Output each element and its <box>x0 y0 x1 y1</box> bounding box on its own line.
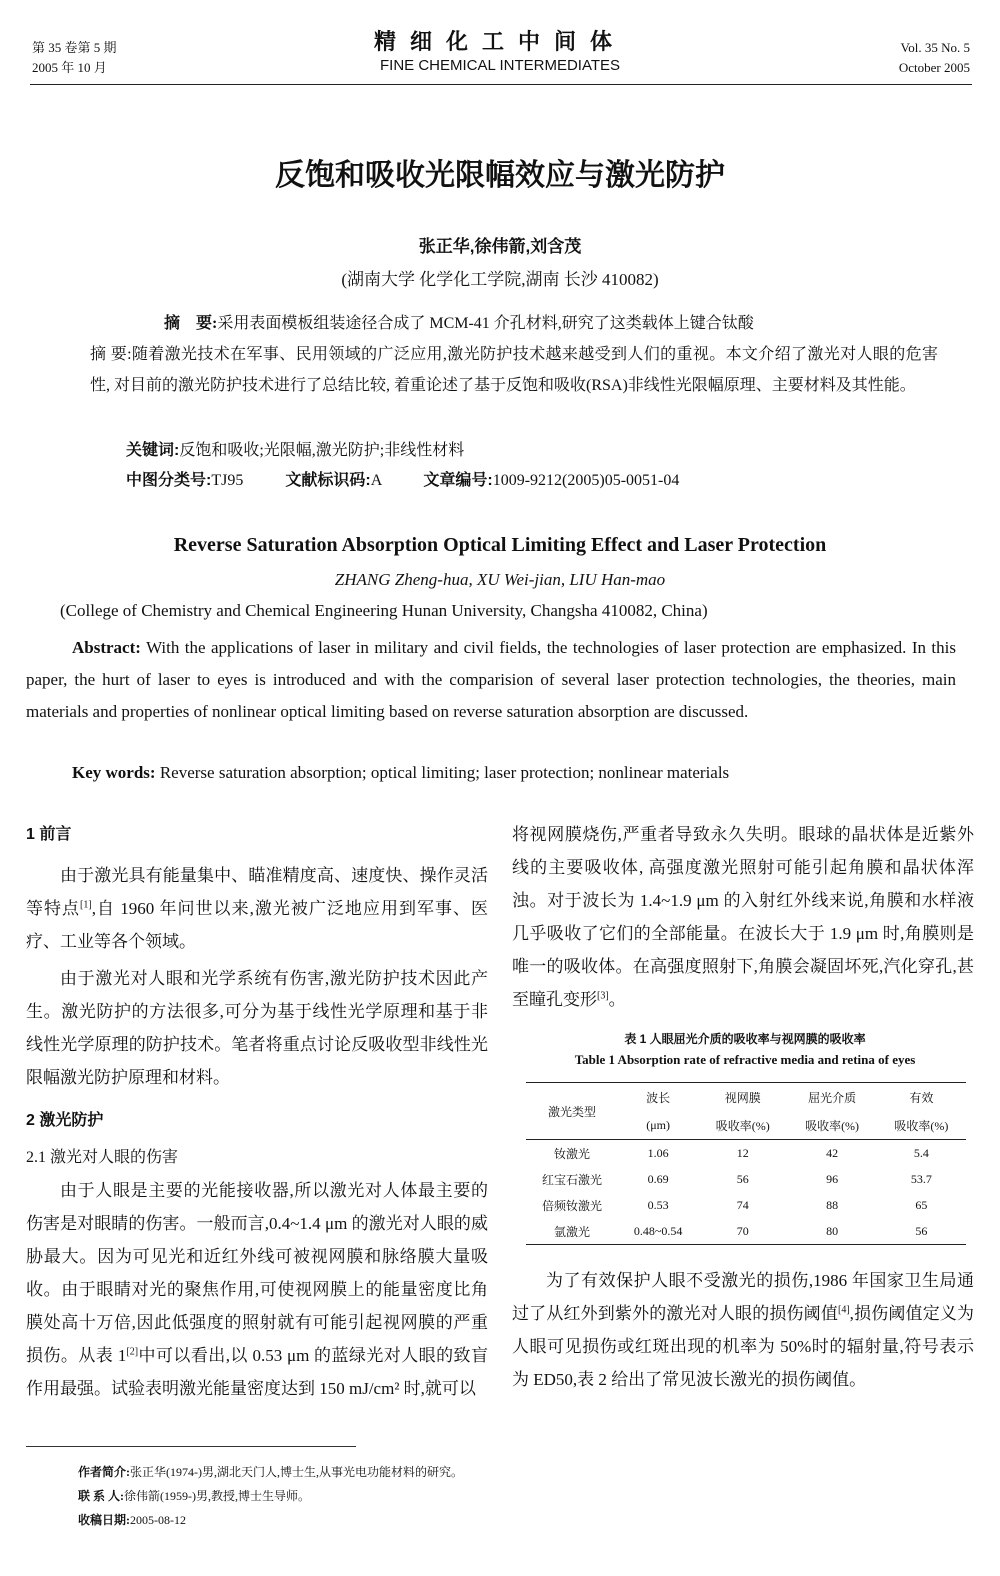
citation-2: [2] <box>126 1346 139 1358</box>
table-cell: 65 <box>915 1197 928 1212</box>
abstract-en <box>26 632 956 728</box>
header-volume <box>899 38 970 78</box>
abstract-cn-label: 摘 要: <box>164 315 218 332</box>
paper-title-cn: 反饱和吸收光限幅效应与激光防护 <box>275 159 725 192</box>
doc-code-value: A <box>370 472 382 489</box>
body-left-column <box>26 818 488 1405</box>
table-cell: 88 <box>826 1197 839 1212</box>
table-subheader-retina: 吸收率(%) <box>715 1118 770 1133</box>
paragraph-4-text-a: 将视网膜烧伤,严重者导致永久失明。眼球的晶状体是近紫外线的主要吸收体, 高强度激光照射可能引起角膜和晶状体浑浊。对于波长为 1.4~1.9 μm 的入射红外线来说,角膜和水样液几乎吸收了它们的全部能量。在波长大于 1.9 μm 时,角膜则是唯一的吸收体。在高强度照射下,角膜会凝固坏死,汽化穿孔,甚至瞳孔变形 <box>512 825 974 1009</box>
footnote-author-bio <box>78 1460 463 1484</box>
paragraph-5-text-a: 为了有效保护人眼不受激光的损伤,1986 年国家卫生局通过了从红外到紫外的激光对人眼的损伤阈值 <box>512 1271 974 1323</box>
abstract-en-label: Abstract: <box>72 638 141 657</box>
table-cell: 0.53 <box>647 1197 669 1212</box>
affiliation-en: (College of Chemistry and Chemical Engineering Hunan University, Changsha 410082, China) <box>60 601 708 620</box>
table-cell: 42 <box>826 1145 839 1160</box>
paragraph-5 <box>512 1264 974 1396</box>
table-subheader-unit: (μm) <box>646 1117 670 1132</box>
table-subheader-effective: 吸收率(%) <box>894 1118 949 1133</box>
abstract-cn-line1 <box>90 308 938 339</box>
table-header-retina: 视网膜 <box>724 1090 761 1105</box>
table-1-caption-cn: 表 1 人眼屈光介质的吸收率与视网膜的吸收率 <box>624 1032 866 1046</box>
table-header-row <box>526 1083 966 1112</box>
table-cell: 钕激光 <box>553 1146 590 1161</box>
table-cell: 56 <box>736 1171 749 1186</box>
doc-code-label: 文献标识码: <box>285 472 371 489</box>
table-cell: 倍频钕激光 <box>541 1198 602 1213</box>
table-cell: 12 <box>736 1145 749 1160</box>
table-cell: 74 <box>736 1197 749 1212</box>
journal-title-cn: 精细化工中间体 <box>373 29 626 54</box>
section-1-heading: 1 前言 <box>26 826 72 843</box>
journal-title <box>0 28 1000 76</box>
table-cell: 96 <box>826 1171 839 1186</box>
table-cell: 0.69 <box>647 1171 669 1186</box>
table-row <box>526 1140 966 1167</box>
abstract-en-text: With the applications of laser in military and civil fields, the technologies of laser protection are emphasized. In this paper, the hurt of laser to eyes is introduced and with the comparision of several laser protection technologies, the theories, main materials and properties of nonlinear optical limiting based on reverse saturation absorption are discussed. <box>26 638 956 721</box>
table-header-type: 激光类型 <box>526 1083 618 1140</box>
paragraph-4-text-b: 。 <box>608 990 626 1009</box>
table-cell: 红宝石激光 <box>541 1172 602 1187</box>
table-row <box>526 1192 966 1218</box>
body-right-column <box>512 818 974 1016</box>
article-no-label: 文章编号: <box>423 472 493 489</box>
citation-3: [3] <box>597 990 609 1002</box>
keywords-cn <box>126 436 464 466</box>
paragraph-1-text-a: 由于激光具有能量集中、瞄准精度高、速度快、操作灵活等特点 <box>26 866 488 918</box>
footnote-contact <box>78 1484 463 1508</box>
citation-1: [1] <box>80 899 92 911</box>
table-header-media: 屈光介质 <box>808 1090 857 1105</box>
classification-line <box>126 466 679 496</box>
paragraph-1 <box>26 859 488 958</box>
keywords-en <box>72 763 729 783</box>
paper-title-en: Reverse Saturation Absorption Optical Limiting Effect and Laser Protection <box>173 534 827 556</box>
footnote-received-date: 2005-08-12 <box>130 1513 186 1527</box>
paragraph-3-text-a: 由于人眼是主要的光能接收器,所以激光对人体最主要的伤害是对眼睛的伤害。一般而言,0.4~1.4 μm 的激光对人眼的威胁最大。因为可见光和近红外线可被视网膜和脉络膜大量吸收。由于眼睛对光的聚焦作用,可使视网膜上的能量密度比角膜处高十万倍,因此低强度的照射就有可能引起视网膜的严重损伤。从表 1 <box>26 1181 488 1365</box>
header-date-en: October 2005 <box>898 60 970 75</box>
table-cell: 80 <box>826 1223 839 1238</box>
paragraph-3 <box>26 1174 488 1405</box>
abstract-cn-line1-text: 采用表面模板组装途径合成了 MCM-41 介孔材料,研究了这类载体上键合钛酸 <box>217 315 754 332</box>
table-cell: 56 <box>915 1223 928 1238</box>
section-2-heading: 2 激光防护 <box>26 1112 104 1129</box>
keywords-en-label: Key words: <box>72 763 156 782</box>
table-1-caption-en: Table 1 Absorption rate of refractive media and retina of eyes <box>574 1052 916 1067</box>
table-cell: 53.7 <box>910 1171 932 1186</box>
header-date-cn: 2005 年 10 月 <box>32 60 107 75</box>
table-cell: 1.06 <box>647 1145 669 1160</box>
table-cell: 0.48~0.54 <box>633 1223 683 1238</box>
table-cell: 氩激光 <box>553 1224 590 1239</box>
abstract-cn-text: 摘 要:随着激光技术在军事、民用领域的广泛应用,激光防护技术越来越受到人们的重视。本文介绍了激光对人眼的危害性, 对目前的激光防护技术进行了总结比较, 着重论述了基于反饱和吸收(RSA)非线性光限幅原理、主要材料及其性能。 <box>90 346 938 394</box>
table-cell: 5.4 <box>913 1145 929 1160</box>
abstract-cn <box>90 308 938 401</box>
clc-value: TJ95 <box>211 472 244 489</box>
keywords-cn-text: 反饱和吸收;光限幅,激光防护;非线性材料 <box>179 442 465 459</box>
authors-en: ZHANG Zheng-hua, XU Wei-jian, LIU Han-mao <box>334 570 666 589</box>
footnote-received <box>78 1508 463 1532</box>
table-1 <box>526 1082 966 1245</box>
table-row <box>526 1166 966 1192</box>
footnote-bio-text: 张正华(1974-)男,湖北天门人,博士生,从事光电功能材料的研究。 <box>130 1465 463 1479</box>
footnotes <box>78 1460 463 1532</box>
citation-4: [4] <box>837 1304 850 1316</box>
clc-label: 中图分类号: <box>126 472 212 489</box>
paragraph-3-text-b: 中可以看出,以 0.53 μm 的蓝绿光对人眼的致盲作用最强。试验表明激光能量密度达到 150 mJ/cm² 时,就可以 <box>26 1346 488 1398</box>
article-no-value: 1009-9212(2005)05-0051-04 <box>492 472 680 489</box>
table-subheader-media: 吸收率(%) <box>805 1118 860 1133</box>
footnote-received-label: 收稿日期: <box>78 1513 130 1527</box>
paragraph-1-text-b: ,自 1960 年问世以来,激光被广泛地应用到军事、医疗、工业等各个领域。 <box>26 899 489 951</box>
authors-cn: 张正华,徐伟箭,刘含茂 <box>418 237 582 256</box>
header-volume-cn: 第 35 卷第 5 期 <box>32 40 117 55</box>
footnote-contact-text: 徐伟箭(1959-)男,教授,博士生导师。 <box>124 1489 310 1503</box>
footnote-bio-label: 作者简介: <box>78 1465 130 1479</box>
journal-title-en: FINE CHEMICAL INTERMEDIATES <box>379 57 621 74</box>
paragraph-4 <box>512 818 974 1016</box>
header-volume-en: Vol. 35 No. 5 <box>900 40 970 55</box>
keywords-cn-label: 关键词: <box>126 442 180 459</box>
paragraph-5-text-b: ,损伤阈值定义为人眼可见损伤或红斑出现的机率为 50%时的辐射量,符号表示为 ED50,表 2 给出了常见波长激光的损伤阈值。 <box>512 1304 975 1389</box>
footnote-contact-label: 联 系 人: <box>78 1489 124 1503</box>
keywords-en-text: Reverse saturation absorption; optical limiting; laser protection; nonlinear materials <box>159 763 730 782</box>
header-rule <box>30 84 972 85</box>
footnote-rule <box>26 1446 356 1447</box>
table-header-wavelength: 波长 <box>646 1090 671 1105</box>
table-header-effective: 有效 <box>909 1090 934 1105</box>
table-row <box>526 1218 966 1245</box>
section-2-1-heading: 2.1 激光对人眼的伤害 <box>26 1149 179 1166</box>
paragraph-2: 由于激光对人眼和光学系统有伤害,激光防护技术因此产生。激光防护的方法很多,可分为基于线性光学原理和基于非线性光学原理的防护技术。笔者将重点讨论反吸收型非线性光限幅激光防护原理和材料。 <box>26 969 488 1087</box>
affiliation-cn: (湖南大学 化学化工学院,湖南 长沙 410082) <box>341 270 659 289</box>
table-cell: 70 <box>736 1223 749 1238</box>
